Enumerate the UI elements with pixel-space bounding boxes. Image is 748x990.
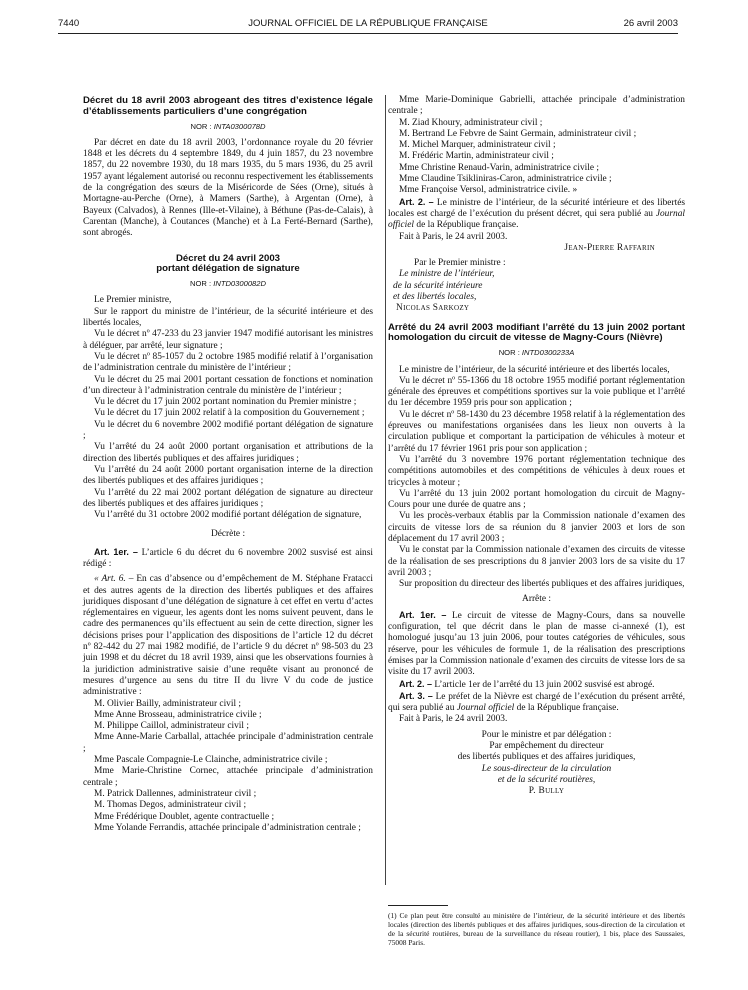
decree-1-title: Décret du 18 avril 2003 abrogeant des titres d’existence légale d’établissements particuliers d’une congrégation (83, 95, 373, 117)
agent-item: Mme Frédérique Doublet, agente contractuelle ; (94, 811, 275, 822)
header-rule (58, 33, 678, 34)
article-label: Art. 2. – (399, 678, 433, 689)
article-label: Art. 1er. – (399, 609, 447, 620)
journal-title: JOURNAL OFFICIEL DE LA RÉPUBLIQUE FRANÇAISE (248, 18, 488, 29)
visa: Vu l’arrêté du 24 août 2000 portant organisation et attributions de la direction des libertés publiques et des affaires juridiques ; (83, 442, 373, 464)
article-text: L’article 1er de l’arrêté du 13 juin 2002 susvisé est abrogé. (432, 679, 655, 690)
visa: Vu le décret nº 47-233 du 23 janvier 1947 modifié autorisant les ministres à déléguer, par arrêté, leur signature ; (83, 329, 373, 351)
article-label: Art. 3. – (399, 690, 433, 701)
visa: Vu l’arrêté du 22 mai 2002 portant délégation de signature au directeur des libertés publiques et des affaires juridiques ; (83, 487, 373, 509)
visa: Vu l’arrêté du 24 août 2000 portant organisation interne de la direction des libertés publiques et des affaires juridiques ; (83, 464, 373, 487)
column-divider (385, 95, 386, 885)
arrete-heading: Arrête : (522, 594, 551, 605)
visa: Vu le constat par la Commission nationale d’examen des circuits de vitesse de la réalisation de ses prescriptions du 8 janvier 2003 lors de sa visite du 17 avril 2003 ; (388, 545, 685, 578)
agent-item: M. Thomas Degos, administrateur civil ; (94, 800, 247, 811)
decree-2-title-line2: portant délégation de signature (156, 263, 300, 275)
agent-item: M. Philippe Caillol, administrateur civil ; (94, 721, 249, 732)
nor-label: NOR : (498, 348, 522, 358)
nor-code: INTA0300078D (213, 121, 266, 131)
article-label: « Art. 6. (94, 574, 126, 585)
decrete-heading: Décrète : (210, 529, 246, 540)
agent-item: Mme Pascale Compagnie-Le Clainche, administratrice civile ; (94, 755, 328, 766)
agent-item: M. Michel Marquer, administrateur civil ; (399, 140, 556, 151)
journal-ref: Journal officiel (456, 703, 515, 714)
article-text: Le circuit de vitesse de Magny-Cours, dans sa nouvelle configuration, tel que décrit dans le plan de masse ci-annexé (1), est homologué jusqu’au 13 juin 2006, pour toutes catégories de véhicules, sous réserve, pour les véhicules de formule 1, de la réalisation des prescriptions émises par la Commission nationale d’examen des circuits de vitesse lors de sa visite du 17 avril 2003. (388, 610, 685, 678)
visa: Sur le rapport du ministre de l’intérieur, de la sécurité intérieure et des libertés locales, (83, 306, 373, 329)
arrete-article-3 (388, 691, 685, 715)
nor-code: INTD0300082D (213, 279, 266, 289)
agent-item: M. Bertrand Le Febvre de Saint Germain, administrateur civil ; (399, 128, 637, 139)
journal-ref: Journal officiel (388, 208, 685, 231)
minister-title-2 (388, 281, 685, 292)
sous-directeur-name: P. Bully (528, 786, 565, 797)
agent-item: M. Ziad Khoury, administrateur civil ; (399, 117, 543, 128)
visa: Vu le décret du 17 juin 2002 relatif à la composition du Gouvernement ; (94, 408, 365, 419)
agent-item: M. Olivier Bailly, administrateur civil ; (94, 698, 242, 709)
minister-title-text: et des libertés locales, (393, 292, 477, 303)
nor-label: NOR : (190, 121, 214, 131)
left-column (83, 96, 373, 834)
article-label: Art. 2. – (399, 196, 434, 207)
agent-item: Mme Anne Brosseau, administratrice civile ; (94, 709, 262, 720)
minister-title-text: de la sécurité intérieure (393, 280, 483, 291)
right-column (388, 95, 685, 798)
visa: Vu le décret nº 55-1366 du 18 octobre 1955 modifié portant réglementation générale des épreuves et compétitions sportives sur la voie publique et l’arrêté du 1er décembre 1959 pris pour son application ; (388, 375, 685, 409)
footnote: (1) Ce plan peut être consulté au ministère de l’intérieur, de la sécurité intérieure et des libertés locales (direction des libertés publiques et des affaires juridiques, sous-direction de la circulation et de la sécurité routières, bureau de la surveillance du réseau routier), 1 bis, place des Saussaies, 75008 Paris. (388, 911, 685, 947)
minister-title-3 (388, 292, 685, 303)
decree-2-title-line1: Décret du 24 avril 2003 (176, 252, 280, 264)
arrete-nor (388, 347, 685, 358)
agent-item: M. Patrick Dallennes, administrateur civil ; (94, 788, 257, 799)
visa: Vu le décret du 25 mai 2001 portant cessation de fonctions et nomination d’un directeur à l’administration centrale du ministère de l’intérieur ; (83, 374, 373, 396)
article-6 (83, 574, 373, 698)
article-1 (83, 547, 373, 571)
agent-item: Mme Françoise Versol, administratrice civile. » (399, 185, 578, 196)
arrete-article-2 (388, 679, 685, 691)
sous-directeur-title (388, 764, 685, 775)
arrete-title: Arrêté du 24 avril 2003 modifiant l’arrêté du 13 juin 2002 portant homologation du circuit de vitesse de Magny-Cours (Nièvre) (388, 321, 685, 344)
visa: Vu l’arrêté du 13 juin 2002 portant homologation du circuit de Magny-Cours pour une durée de quatre ans ; (388, 488, 685, 511)
nor-label: NOR : (190, 279, 214, 289)
decree-2-nor (83, 278, 373, 289)
nor-code: INTD0300233A (521, 348, 575, 358)
sous-directeur-title (388, 775, 685, 786)
fait-a-paris: Fait à Paris, le 24 avril 2003. (399, 714, 508, 725)
article-text: L’article 6 du décret du 6 novembre 2002 susvisé est ainsi rédigé : (83, 547, 373, 569)
arrete-article-1 (388, 610, 685, 679)
delegation-line: Par empêchement du directeur (489, 741, 604, 752)
signature-name: Jean-Pierre Raffarin (564, 242, 655, 253)
article-text: Le préfet de la Nièvre est chargé de l’exécution du présent arrêté, qui sera publié au (388, 691, 686, 714)
decree-1-nor (83, 121, 373, 132)
delegation-line: des libertés publiques et des affaires juridiques, (457, 752, 636, 763)
decree-1-text: Par décret en date du 18 avril 2003, l’ordonnance royale du 20 février 1848 et les décrets du 4 septembre 1849, du 4 juin 1857, du 23 novembre 1857, du 22 novembre 1930, du 18 mars 1935, du 5 mars 1936, du 25 avril 1957 ayant légalement autorisé ou reconnu respectivement les établissements de la congrégation des sœurs de la Miséricorde de Sées (Orne), situés à Mortagne-au-Perche (Orne), à Mamers (Sarthe), à Argentan (Orne), à Bayeux (Calvados), à Rennes (Ille-et-Vilaine), à Béthune (Pas-de-Calais), à Carentan (Manche), à Coutances (Manche) et à La Ferté-Bernard (Sarthe), sont abrogés. (83, 137, 374, 239)
par-premier-ministre: Par le Premier ministre : (414, 258, 506, 269)
sous-directeur-text: Le sous-directeur de la circulation (481, 763, 612, 774)
article-text: – En cas d’absence ou d’empêchement de M. Stéphane Fratacci et des autres agents de la direction des libertés publiques et des affaires juridiques disposant d’une délégation de signature à cet effet en vertu d’actes réglementaires en vigueur, les agents dont les noms suivent peuvent, dans le cadre des permanences qu’ils effectuent au sein de cette direction, signer les décisions prises pour l’application des dispositions de l’article 12 du décret nº 82-442 du 27 mai 1982 modifié, de l’article 9 du décret nº 98-503 du 23 juin 1998 et du décret du 18 avril 1939, ainsi que les observations fournies à la juridiction administrative saisie d’une requête visant au prononcé de mesures d’urgence au sens du titre II du livre V du code de justice administrative : (83, 574, 373, 698)
visa: Le ministre de l’intérieur, de la sécurité intérieure et des libertés locales, (399, 364, 670, 375)
agent-item: Mme Anne-Marie Carballal, attachée principale d’administration centrale ; (83, 732, 373, 754)
sous-directeur-text: et de la sécurité routières, (497, 774, 596, 785)
visa: Vu le décret du 17 juin 2002 portant nomination du Premier ministre ; (94, 397, 357, 408)
agent-item: Mme Claudine Tsikliniras-Caron, administratrice civile ; (399, 174, 612, 185)
visa: Vu le décret nº 85-1057 du 2 octobre 1985 modifié relatif à l’organisation de l’administration centrale du ministère de l’intérieur ; (83, 351, 373, 374)
agent-item: Mme Marie-Dominique Gabrielli, attachée principale d’administration centrale ; (388, 95, 685, 117)
agent-item: M. Frédéric Martin, administrateur civil ; (399, 151, 554, 162)
page-number: 7440 (58, 18, 80, 29)
minister-name: Nicolas Sarkozy (396, 303, 470, 314)
agent-item: Mme Christine Renaud-Varin, administratrice civile ; (399, 162, 599, 173)
article-text: Le ministre de l’intérieur, de la sécurité intérieure et des libertés locales est chargé de l’exécution du présent décret, qui sera publié au (388, 197, 685, 219)
delegation-line: Pour le ministre et par délégation : (481, 729, 612, 740)
article-2 (388, 197, 685, 232)
fait-a-paris: Fait à Paris, le 24 avril 2003. (399, 231, 508, 242)
article-label: Art. 1er. – (94, 546, 138, 557)
article-text-end: de la République française. (414, 220, 519, 231)
visa: Vu le décret du 6 novembre 2002 modifié portant délégation de signature ; (83, 419, 373, 442)
visa: Sur proposition du directeur des libertés publiques et des affaires juridiques, (399, 579, 685, 590)
page-header (58, 18, 678, 34)
visa: Vu le décret nº 58-1430 du 23 décembre 1958 relatif à la réglementation des épreuves ou manifestations organisées dans les lieux non ouverts à la circulation publique et comportant la participation de véhicules à moteur et l’arrêté du 17 février 1961 pris pour son application ; (388, 409, 685, 454)
article-text-end: de la République française. (514, 703, 619, 714)
minister-title-text: Le ministre de l’intérieur, (399, 269, 495, 280)
agent-item: Mme Yolande Ferrandis, attachée principale d’administration centrale ; (94, 822, 361, 833)
issue-date: 26 avril 2003 (623, 18, 678, 29)
visa: Vu l’arrêté du 3 novembre 1976 portant réglementation technique des compétitions automobiles et des compétitions de véhicules à deux roues et tricycles à moteur ; (388, 454, 685, 488)
visa: Vu les procès-verbaux établis par la Commission nationale d’examen des circuits de vitesse lors de sa réunion du 8 janvier 2003 et lors de son déplacement du 17 avril 2003 ; (388, 511, 685, 544)
minister-title-1 (388, 269, 685, 280)
premier-ministre: Le Premier ministre, (94, 295, 172, 306)
footnote-rule (388, 905, 448, 906)
visa: Vu l’arrêté du 31 octobre 2002 modifié portant délégation de signature, (94, 510, 362, 521)
agent-item: Mme Marie-Christine Cornec, attachée principale d’administration centrale ; (83, 766, 373, 788)
